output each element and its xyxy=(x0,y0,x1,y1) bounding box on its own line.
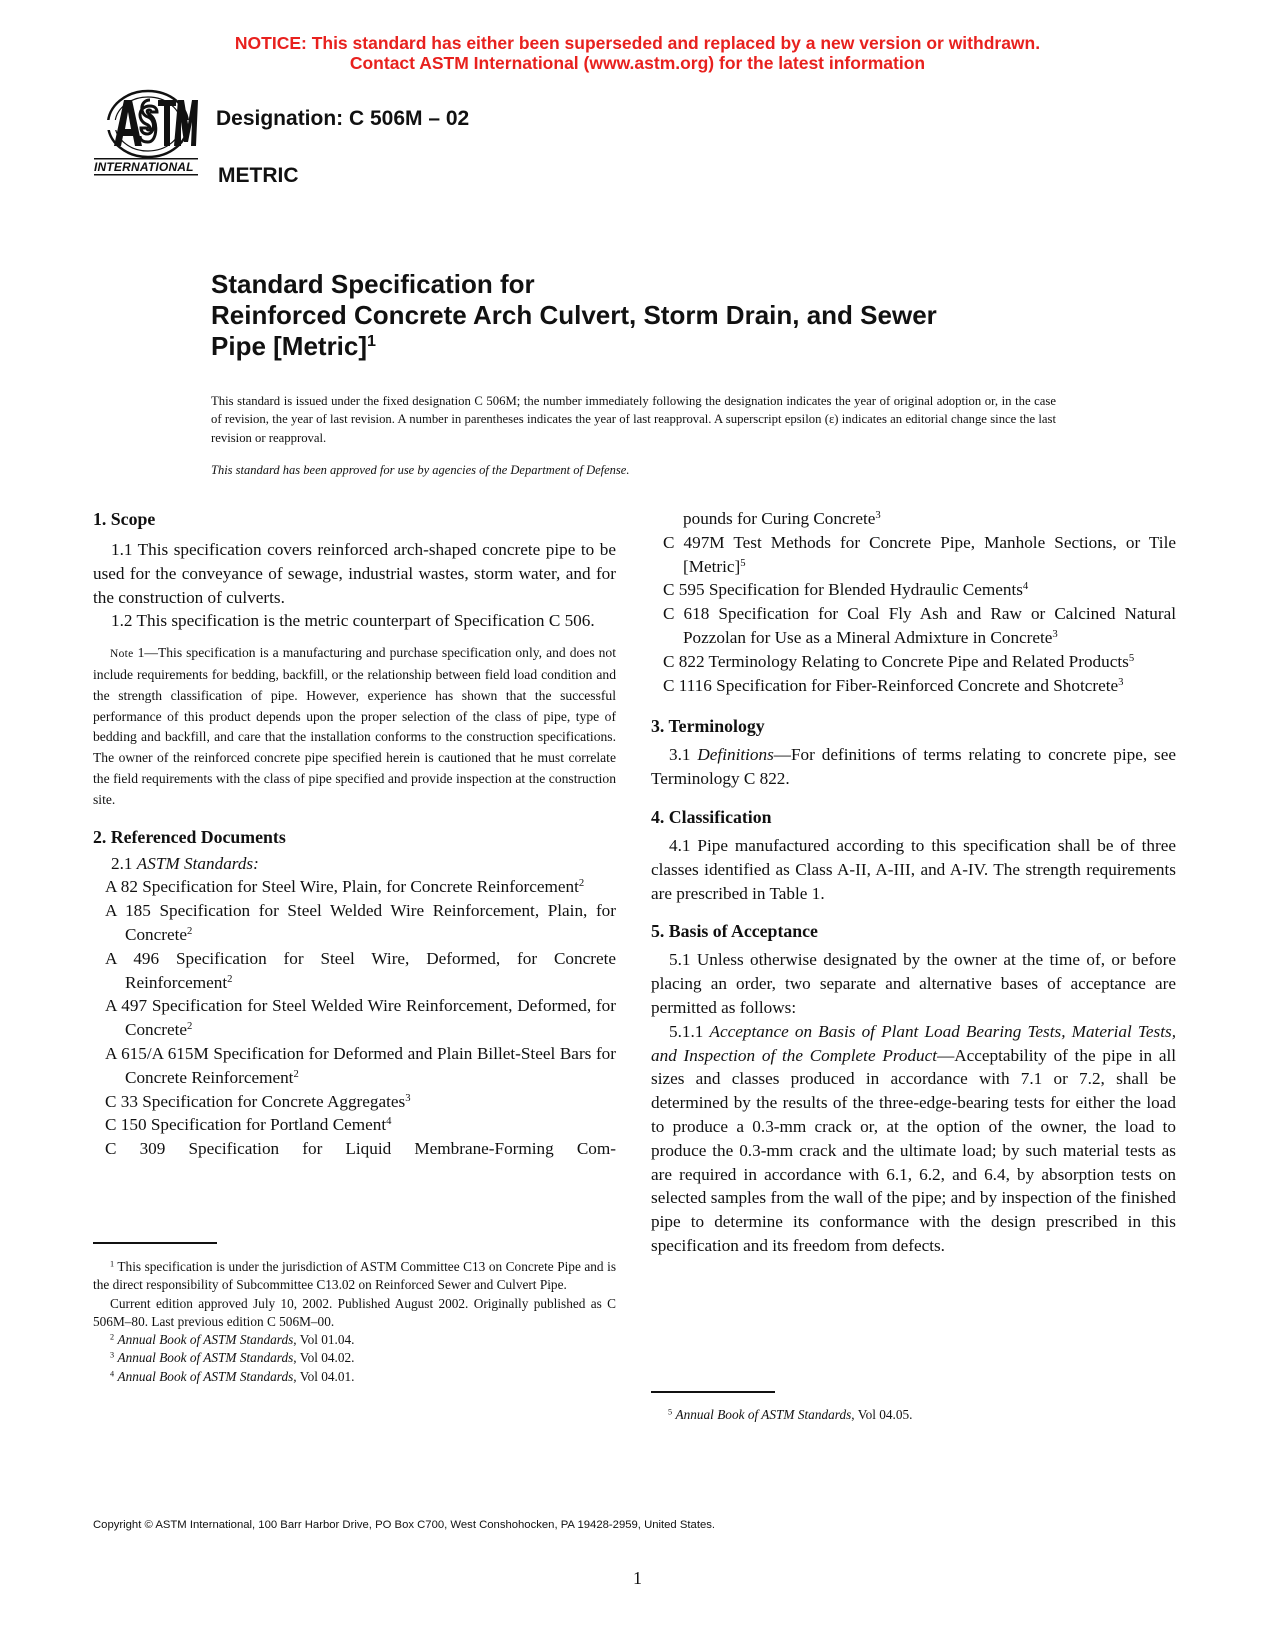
footnote-1 xyxy=(93,1258,616,1295)
footnote-rule-right xyxy=(651,1391,775,1393)
ref-code: C 822 xyxy=(663,651,705,671)
ref-footnote: 5 xyxy=(740,557,746,569)
footnote-5-num: 5 xyxy=(668,1407,673,1417)
referenced-subheading xyxy=(93,852,616,876)
referenced-sub-label: ASTM Standards: xyxy=(136,853,259,873)
ref-code: C 33 xyxy=(105,1091,138,1111)
ref-footnote: 2 xyxy=(293,1068,299,1080)
ref-title: Terminology Relating to Concrete Pipe and Related Products xyxy=(708,651,1129,671)
terminology-num: 3.1 xyxy=(669,745,698,765)
footnote-2-vol: , Vol 01.04. xyxy=(293,1332,355,1348)
notice-line-1: NOTICE: This standard has either been superseded and replaced by a new version or withdrawn. xyxy=(234,33,1041,53)
page-number: 1 xyxy=(633,1568,642,1588)
terminology-para-3-1 xyxy=(651,743,1176,791)
section-referenced-heading: 2. Referenced Documents xyxy=(93,826,286,847)
footnote-3-book: Annual Book of ASTM Standards xyxy=(117,1350,294,1366)
ref-code: A 615/A 615M xyxy=(105,1043,209,1063)
ref-c618 xyxy=(651,602,1176,650)
footnotes-left xyxy=(93,1258,616,1386)
footnote-4 xyxy=(93,1368,616,1386)
ref-footnote: 5 xyxy=(1128,652,1135,664)
ref-c595 xyxy=(651,578,1176,602)
ref-footnote: 2 xyxy=(578,878,585,890)
ref-footnote: 2 xyxy=(227,973,233,985)
ref-footnote: 3 xyxy=(1052,629,1058,641)
footnote-5-vol: , Vol 04.05. xyxy=(851,1407,913,1422)
title-footnote-ref: 1 xyxy=(367,332,376,351)
ref-title: Specification for Steel Welded Wire Reinforcement, Plain, for Concrete xyxy=(125,901,616,944)
note-label: Note xyxy=(110,648,134,661)
ref-code: A 82 xyxy=(105,877,138,897)
ref-title: Specification for Liquid Membrane-Forming Com- xyxy=(188,1139,616,1159)
dod-note: This standard has been approved for use by agencies of the Department of Defense. xyxy=(211,463,630,477)
ref-code: A 185 xyxy=(105,901,151,921)
ref-c33 xyxy=(93,1090,616,1114)
ref-c1116 xyxy=(651,674,1176,698)
ref-code: C 309 xyxy=(105,1139,166,1159)
title-line-3-text: Pipe [Metric] xyxy=(211,331,368,361)
footnote-4-book: Annual Book of ASTM Standards xyxy=(117,1368,294,1384)
acceptance-num: 5.1.1 xyxy=(669,1021,710,1041)
terminology-text: —For definitions of terms relating to concrete pipe, see Terminology C 822. xyxy=(651,745,1176,789)
acceptance-para-5-1: 5.1 Unless otherwise designated by the owner at the time of, or before placing an order, two separate and alternative bases of acceptance are permitted as follows: xyxy=(651,950,1176,1017)
footnote-5-book: Annual Book of ASTM Standards xyxy=(675,1407,852,1422)
ref-c822 xyxy=(651,650,1176,674)
left-column xyxy=(93,507,616,1161)
ref-title: Specification for Portland Cement xyxy=(150,1115,387,1135)
footnote-4-vol: , Vol 04.01. xyxy=(293,1368,355,1384)
title-line-2: Reinforced Concrete Arch Culvert, Storm Drain, and Sewer xyxy=(211,300,937,330)
classification-para-4-1: 4.1 Pipe manufactured according to this specification shall be of three classes identified as Class A-II, A-III, and A-IV. The strength requirements are prescribed in Table 1. xyxy=(651,835,1176,903)
document-title xyxy=(211,269,1111,362)
ref-code: A 497 xyxy=(105,996,148,1016)
ref-footnote: 2 xyxy=(187,926,193,938)
note-text: 1—This specification is a manufacturing and purchase specification only, and does not include requirements for bedding, backfill, or the relationship between field load condition and the strength classification of pipe. However, experience has shown that the successful performance of this product depends upon the proper selection of the class of pipe, type of bedding and backfill, and care that the installation conforms to the construction specifications. The owner of the reinforced concrete pipe specified herein is cautioned that he must correlate the field requirements with the class of pipe specified and provide inspection at the construction site. xyxy=(93,645,616,807)
ref-a82 xyxy=(93,875,616,899)
acceptance-para-5-1-1 xyxy=(651,1020,1176,1258)
acceptance-text: —Acceptability of the pipe in all sizes and classes produced in accordance with 7.1 or 7.2, shall be determined by the results of the three-edge-bearing tests for either the load to produce a 0.3-mm crack or, at the option of the owner, the load to produce the 0.3-mm crack and the ultimate load; by such material tests as are required in accordance with 6.1, 6.2, and 6.4, by absorption tests on selected samples from the wall of the pipe; and by inspection of the finished pipe to determine its conformance with the design prescribed in this specification and its freedom from defects. xyxy=(651,1045,1176,1255)
footnotes-right xyxy=(651,1406,1174,1424)
issue-note: This standard is issued under the fixed designation C 506M; the number immediately following the designation indicates the year of original adoption or, in the case of revision, the year of last revision. A number in parentheses indicates the year of last reapproval. A superscript epsilon (ε) indicates an editorial change since the last revision or reapproval. xyxy=(211,394,1056,445)
footnote-1-edition: Current edition approved July 10, 2002. Published August 2002. Originally published as C 506M–80. Last previous edition C 506M–00. xyxy=(93,1295,616,1329)
ref-title: Specification for Blended Hydraulic Cements xyxy=(708,580,1023,600)
scope-note-1 xyxy=(93,643,616,810)
ref-code: C 595 xyxy=(663,580,705,600)
ref-c309 xyxy=(93,1137,616,1161)
ref-title: Specification for Fiber-Reinforced Concrete and Shotcrete xyxy=(716,675,1119,695)
scope-para-1-1: 1.1 This specification covers reinforced arch-shaped concrete pipe to be used for the conveyance of sewage, industrial wastes, storm water, and for the construction of culverts. xyxy=(93,540,616,607)
footnote-2-num: 2 xyxy=(110,1332,115,1342)
ref-code: A 496 xyxy=(105,948,160,968)
ref-code: C 497M xyxy=(663,532,725,552)
notice-line-2: Contact ASTM International (www.astm.org) for the latest information xyxy=(349,53,926,73)
ref-title: Specification for Concrete Aggregates xyxy=(142,1091,406,1111)
section-acceptance-heading: 5. Basis of Acceptance xyxy=(651,921,818,942)
ref-a497 xyxy=(93,994,616,1042)
ref-footnote: 3 xyxy=(405,1092,411,1104)
right-column xyxy=(651,507,1176,1258)
ref-footnote: 3 xyxy=(1118,676,1124,688)
section-classification-heading: 4. Classification xyxy=(651,806,772,827)
supersede-notice xyxy=(0,33,1275,73)
ref-continued-text: pounds for Curing Concrete xyxy=(683,509,876,528)
ref-code: C 1116 xyxy=(663,675,712,695)
footnote-5 xyxy=(651,1406,1174,1424)
acceptance-label: Acceptance on Basis of Plant Load Bearing Tests, Material Tests, and Inspection of the Complete Product xyxy=(651,1021,1176,1065)
title-line-1: Standard Specification for xyxy=(211,269,535,299)
ref-c497m xyxy=(651,531,1176,579)
footnote-3-vol: , Vol 04.02. xyxy=(293,1350,355,1366)
logo-org-name: INTERNATIONAL xyxy=(94,160,194,174)
ref-footnote: 4 xyxy=(1022,581,1029,593)
footnote-3 xyxy=(93,1349,616,1367)
ref-c150 xyxy=(93,1113,616,1137)
ref-code: C 618 xyxy=(663,604,710,624)
footnote-4-num: 4 xyxy=(110,1369,115,1379)
ref-title: Specification for Coal Fly Ash and Raw or Calcined Natural Pozzolan for Use as a Mineral Admixture in Concrete xyxy=(683,604,1177,647)
footnote-rule-left xyxy=(93,1242,217,1244)
referenced-sub-num: 2.1 xyxy=(111,853,137,873)
ref-c309-continued xyxy=(651,507,1176,531)
ref-a185 xyxy=(93,899,616,947)
title-line-3 xyxy=(211,331,1111,362)
terminology-label: Definitions xyxy=(697,745,774,765)
footnote-3-num: 3 xyxy=(110,1350,115,1360)
footnote-1-text: This specification is under the jurisdiction of ASTM Committee C13 on Concrete Pipe and is the direct responsibility of Subcommittee C13.02 on Reinforced Sewer and Culvert Pipe. xyxy=(93,1259,616,1293)
ref-code: C 150 xyxy=(105,1115,147,1135)
ref-a615 xyxy=(93,1042,616,1090)
section-terminology-heading: 3. Terminology xyxy=(651,716,765,737)
metric-label: METRIC xyxy=(218,164,299,187)
ref-footnote: 4 xyxy=(386,1116,392,1128)
footnote-1-num: 1 xyxy=(110,1259,115,1269)
ref-footnote: 3 xyxy=(875,510,881,522)
ref-title: Specification for Steel Wire, Plain, for Concrete Reinforcement xyxy=(142,877,579,897)
footnote-2 xyxy=(93,1331,616,1349)
scope-para-1-2: 1.2 This specification is the metric counterpart of Specification C 506. xyxy=(111,611,595,631)
footnote-2-book: Annual Book of ASTM Standards xyxy=(117,1332,294,1348)
copyright: Copyright © ASTM International, 100 Barr Harbor Drive, PO Box C700, West Conshohocken, PA 19428-2959, United States. xyxy=(93,1519,716,1531)
ref-a496 xyxy=(93,947,616,995)
designation: Designation: C 506M – 02 xyxy=(216,107,470,130)
ref-title: Specification for Steel Welded Wire Reinforcement, Deformed, for Concrete xyxy=(125,996,616,1040)
ref-title: Specification for Deformed and Plain Billet-Steel Bars for Concrete Reinforcement xyxy=(125,1043,617,1087)
astm-logo-icon xyxy=(92,84,200,184)
section-scope-heading: 1. Scope xyxy=(93,509,156,529)
ref-footnote: 2 xyxy=(187,1021,193,1033)
ref-title: Test Methods for Concrete Pipe, Manhole Sections, or Tile [Metric] xyxy=(683,532,1176,576)
ref-title: Specification for Steel Wire, Deformed, for Concrete Reinforcement xyxy=(125,948,617,992)
